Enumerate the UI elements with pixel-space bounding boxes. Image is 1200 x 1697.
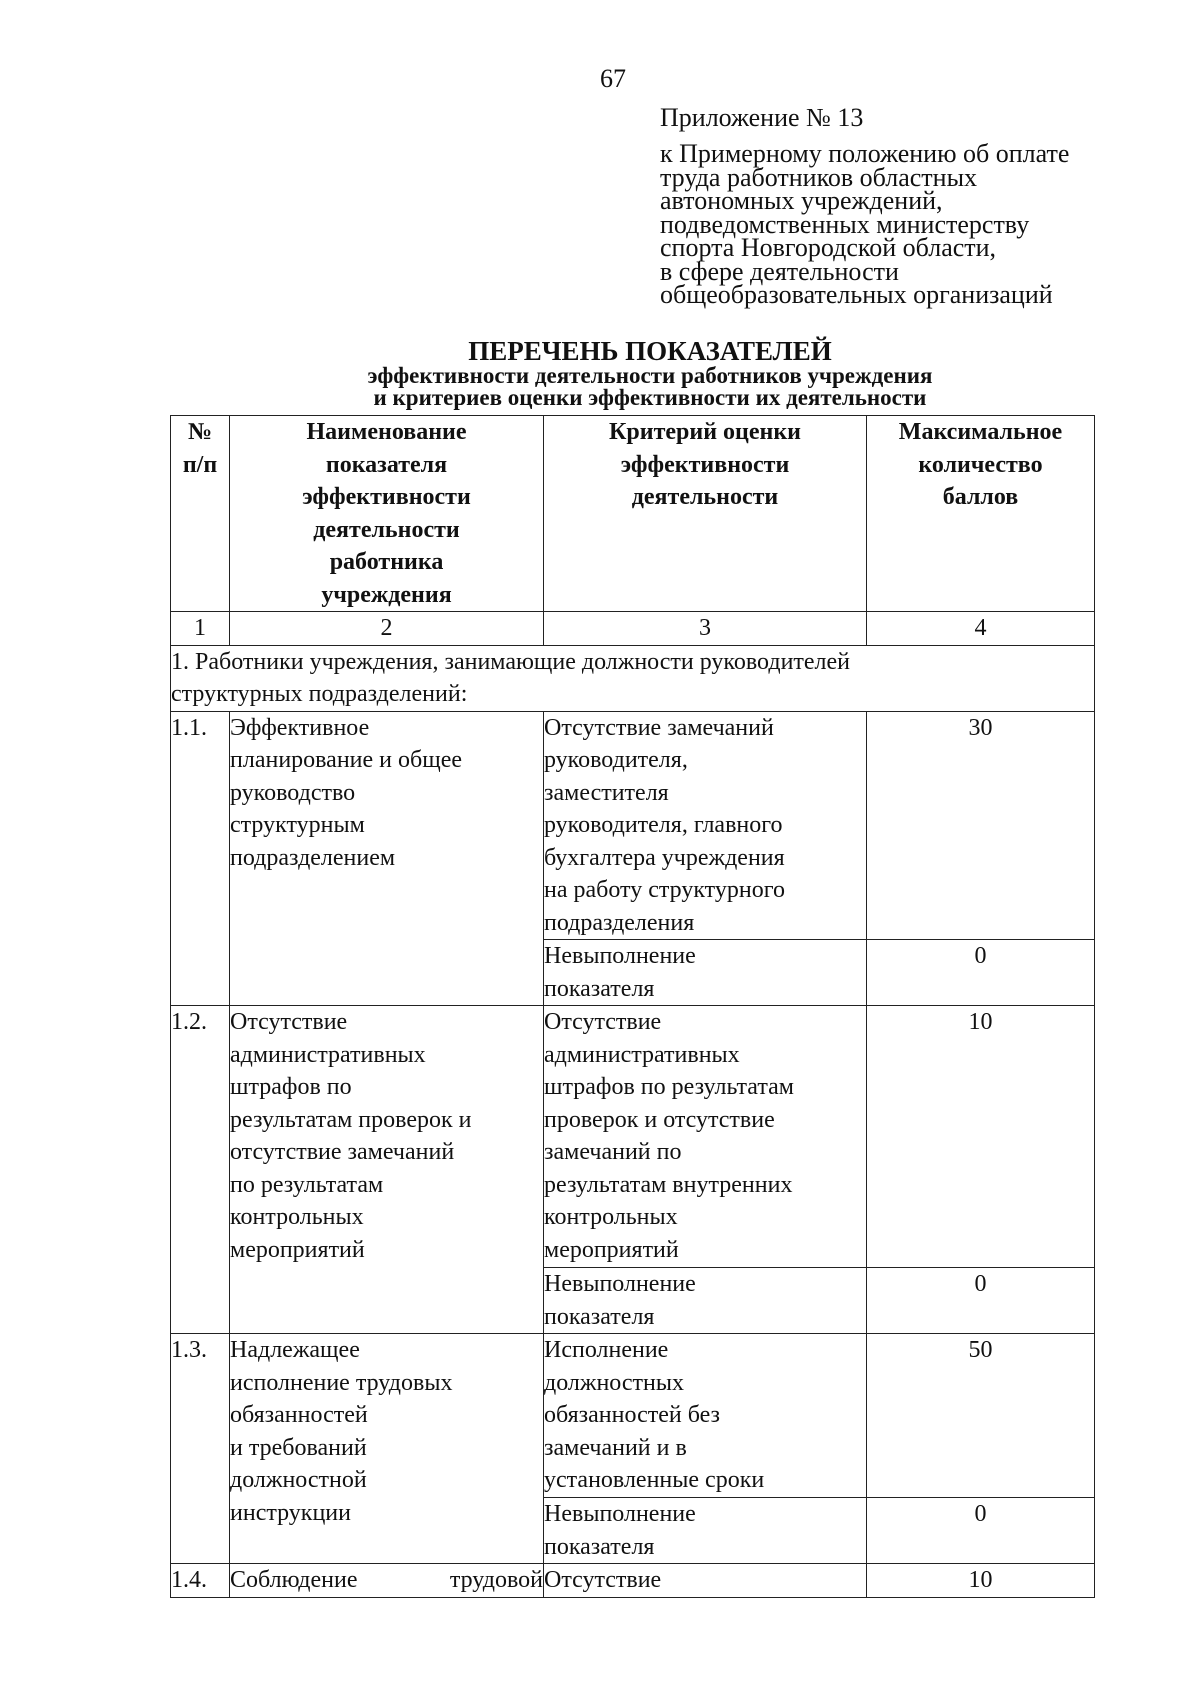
column-number: 3 (544, 612, 867, 646)
section-row (171, 645, 1095, 711)
header-name-text: Наименование показателя эффективности деятельности работника учреждения (302, 419, 471, 608)
header-points (867, 416, 1095, 612)
indicator-name: Соблюдение трудовой (230, 1564, 544, 1598)
criterion-text: Отсутствие замечаний руководителя, заместителя руководителя, главного бухгалтера учреждения на работу структурного подразделения (544, 711, 867, 940)
points-value: 10 (867, 1006, 1095, 1268)
section-title: 1. Работники учреждения, занимающие должности руководителей структурных подразделений: (171, 645, 1095, 711)
points-value: 0 (867, 1498, 1095, 1564)
criterion-text: Отсутствие (544, 1564, 867, 1598)
header-criterion (544, 416, 867, 612)
points-value: 30 (867, 711, 1095, 940)
row-number: 1.1. (171, 711, 230, 1006)
criterion-text: Невыполнение показателя (544, 1268, 867, 1334)
indicator-name: Надлежащее исполнение трудовых обязанностей и требований должностной инструкции (230, 1334, 544, 1564)
appendix-line: подведомственных министерству (660, 209, 1030, 239)
indicator-name: Эффективное планирование и общее руководство структурным подразделением (230, 711, 544, 1006)
document-title: ПЕРЕЧЕНЬ ПОКАЗАТЕЛЕЙ (468, 336, 832, 366)
document-subtitle: и критериев оценки эффективности их деятельности (373, 385, 927, 410)
header-num (171, 416, 230, 612)
column-number-row (171, 612, 1095, 646)
points-value: 0 (867, 940, 1095, 1006)
appendix-line: к Примерному положению об оплате (660, 139, 1070, 168)
criterion-text: Исполнение должностных обязанностей без замечаний и в установленные сроки (544, 1334, 867, 1498)
row-number: 1.2. (171, 1006, 230, 1334)
criterion-text: Отсутствие административных штрафов по результатам проверок и отсутствие замечаний по результатам внутренних контрольных мероприятий (544, 1006, 867, 1268)
appendix-line: в сфере деятельности (660, 256, 899, 286)
appendix-title: Приложение № 13 (660, 103, 864, 132)
indicators-table (170, 415, 1095, 1598)
indicator-name: Отсутствие административных штрафов по результатам проверок и отсутствие замечаний по результатам контрольных мероприятий (230, 1006, 544, 1334)
header-name (230, 416, 544, 612)
page-number: 67 (600, 64, 626, 93)
row-number: 1.4. (171, 1564, 230, 1598)
header-num-text: № п/п (182, 419, 218, 478)
points-value: 10 (867, 1564, 1095, 1598)
table-header-row (171, 416, 1095, 612)
column-number: 4 (867, 612, 1095, 646)
appendix-reference (660, 139, 1130, 309)
document-subtitle: эффективности деятельности работников учреждения (367, 363, 933, 388)
header-criterion-text: Критерий оценки эффективности деятельности (609, 419, 801, 510)
table-row (171, 1564, 1095, 1598)
points-value: 50 (867, 1334, 1095, 1498)
column-number: 2 (230, 612, 544, 646)
row-number: 1.3. (171, 1334, 230, 1564)
criterion-text: Невыполнение показателя (544, 1498, 867, 1564)
appendix-line: труда работников областных (660, 162, 978, 192)
table-row (171, 1006, 1095, 1268)
column-number: 1 (171, 612, 230, 646)
appendix-line: спорта Новгородской области, (660, 233, 997, 262)
appendix-line: автономных учреждений, (660, 186, 943, 215)
table-row (171, 711, 1095, 940)
criterion-text: Невыполнение показателя (544, 940, 867, 1006)
header-points-text: Максимальное количество баллов (898, 419, 1063, 510)
table-row (171, 1334, 1095, 1498)
appendix-line: общеобразовательных организаций (660, 280, 1053, 309)
points-value: 0 (867, 1268, 1095, 1334)
